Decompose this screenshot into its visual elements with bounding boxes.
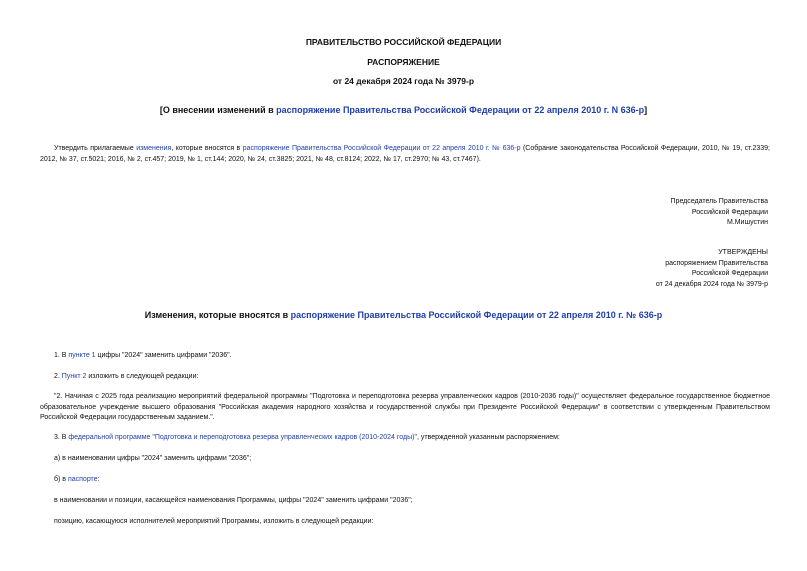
intro-text-3: (Собрание законодательства Российской Федерации, 2010, № 19, ст.2339; 2012, № 37, ст.5021; 2016, № 2, ст.457; 2019, № 1, ст.144; 2020, № 24, ст.3825; 2021, № 48, ст.8124; 2022, № 17, ст.2970; № 43, ст.7467).: [40, 145, 770, 163]
subject-open: [О внесении изменений в: [159, 105, 277, 115]
intro-text-2: , которые вносятся в: [171, 145, 243, 152]
item-3-b-text-b: :: [97, 476, 100, 483]
document-subject: [0, 105, 807, 115]
item-2-text-a: 2.: [54, 373, 62, 380]
approval-line-2: распоряжением Правительства: [665, 259, 768, 267]
approval-line-1: УТВЕРЖДЕНЫ: [718, 249, 768, 256]
item-3: [40, 433, 770, 444]
item-1-link[interactable]: пункте 1: [68, 352, 96, 359]
changes-title-text: Изменения, которые вносятся в: [144, 310, 291, 320]
item-2-link[interactable]: Пункт 2: [61, 373, 87, 380]
signature-country: Российской Федерации: [691, 208, 768, 216]
changes-title-link[interactable]: распоряжение Правительства Российской Федерации от 22 апреля 2010 г. № 636-р: [290, 310, 663, 320]
intro-text-1: Утвердить прилагаемые: [54, 145, 137, 152]
signature-block: [671, 197, 768, 229]
subject-link[interactable]: распоряжение Правительства Российской Федерации от 22 апреля 2010 г. N 636-р: [276, 105, 645, 115]
item-3-a: а) в наименовании цифры "2024" заменить цифрами "2036";: [54, 455, 252, 462]
item-3-text-b: , утвержденной указанным распоряжением:: [416, 434, 560, 441]
item-2-quote: "2. Начиная с 2025 года реализацию мероприятий федеральной программы "Подготовка и переподготовка резерва управленческих кадров (2010-2036 годы)" осуществляет федеральное государственное бюджетное образовательное учреждение высшего образования "Российская академия народного хозяйства и государственной службы при Президенте Российской Федерации" в соответствии с утвержденным Правительством Российской Федерации государственным заданием.".: [40, 393, 770, 421]
changes-link[interactable]: изменения: [136, 145, 172, 152]
government-title: ПРАВИТЕЛЬСТВО РОССИЙСКОЙ ФЕДЕРАЦИИ: [305, 37, 502, 47]
item-1-text-a: 1. В: [54, 352, 69, 359]
item-3-b-2: позицию, касающуюся исполнителей мероприятий Программы, изложить в следующей редакции:: [54, 518, 374, 525]
changes-title: [0, 310, 807, 320]
approval-block: [656, 248, 768, 290]
item-2-text-b: изложить в следующей редакции:: [86, 373, 199, 380]
signature-position: Председатель Правительства: [670, 198, 768, 205]
subject-close: ]: [644, 105, 648, 115]
document-type: РАСПОРЯЖЕНИЕ: [367, 57, 440, 67]
item-1-text-b: цифры "2024" заменить цифрами "2036".: [95, 352, 232, 359]
item-3-b-1: в наименовании и позиции, касающейся наименования Программы, цифры "2024" заменить цифрами "2036";: [54, 497, 413, 504]
approval-line-4: от 24 декабря 2024 года № 3979-р: [655, 280, 768, 288]
intro-paragraph: [40, 144, 770, 165]
approval-line-3: Российской Федерации: [691, 270, 768, 277]
passport-link[interactable]: паспорте: [67, 476, 98, 483]
item-3-b-text-a: б) в: [54, 476, 68, 483]
document-date-number: от 24 декабря 2024 года № 3979-р: [332, 76, 475, 86]
signature-name: М.Мишустин: [726, 219, 768, 226]
item-3-text-a: 3. В: [54, 434, 69, 441]
item-1: [40, 351, 770, 362]
order-link[interactable]: распоряжение Правительства Российской Федерации от 22 апреля 2010 г. № 636-р: [242, 145, 521, 152]
item-3-link[interactable]: федеральной программе "Подготовка и переподготовка резерва управленческих кадров (2010-2024 годы)": [68, 434, 417, 441]
item-2: [40, 372, 770, 383]
item-3-b: [40, 475, 770, 486]
